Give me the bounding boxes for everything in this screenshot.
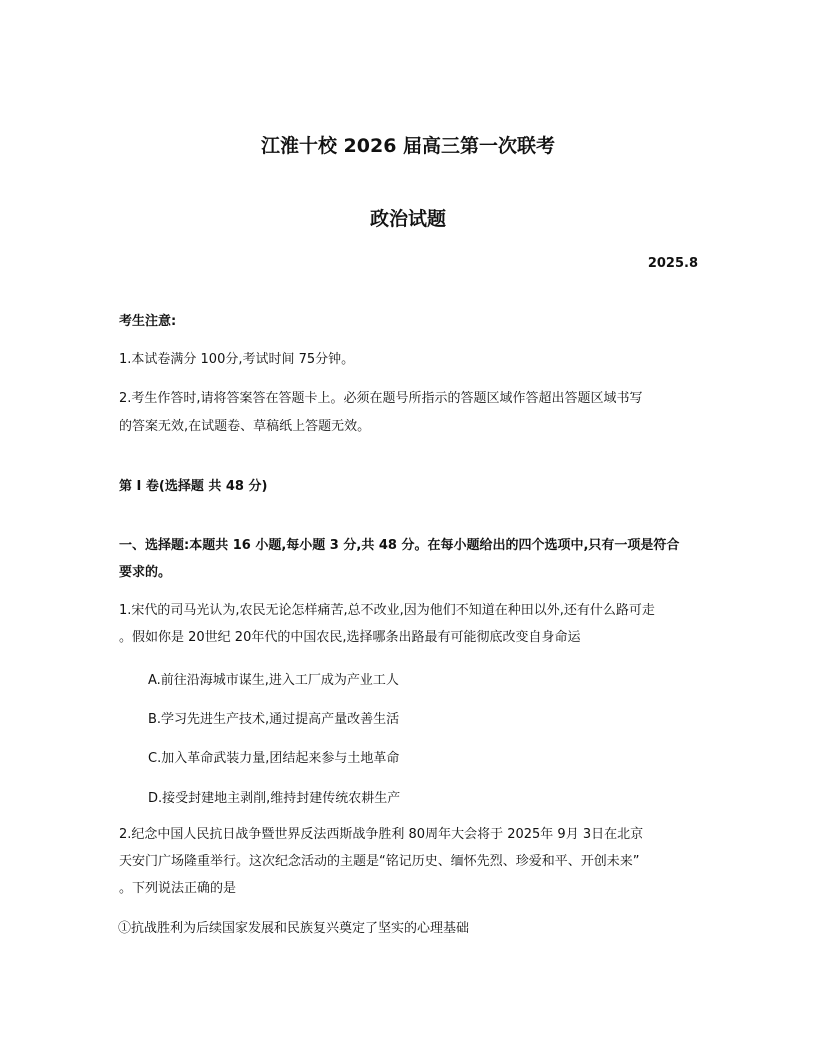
question-2-stem-line-2: 天安门广场隆重举行。这次纪念活动的主题是“铭记历史、缅怀先烈、珍爱和平、开创未来” (119, 854, 640, 869)
part-title: 第 I 卷(选择题 共 48 分) (119, 479, 268, 494)
question-1-option-b: B.学习先进生产技术,通过提高产量改善生活 (148, 712, 400, 727)
exam-date: 2025.8 (647, 256, 698, 271)
question-1-stem-line-2: 。假如你是 20世纪 20年代的中国农民,选择哪条出路最有可能彻底改变自身命运 (119, 630, 581, 645)
question-1-stem-line-1: 1.宋代的司马光认为,农民无论怎样痛苦,总不改业,因为他们不知道在种田以外,还有什么路可走 (119, 603, 655, 618)
notice-item-2-line-1: 2.考生作答时,请将答案答在答题卡上。必须在题号所指示的答题区域作答超出答题区域书写 (119, 391, 643, 406)
question-2-stem-line-3: 。下列说法正确的是 (119, 881, 237, 896)
question-1-option-a: A.前往沿海城市谋生,进入工厂成为产业工人 (148, 673, 399, 688)
section-instruction-line-2: 要求的。 (119, 565, 172, 580)
exam-title: 江淮十校 2026 届高三第一次联考 (260, 135, 556, 157)
question-2-statement-1: ①抗战胜利为后续国家发展和民族复兴奠定了坚实的心理基础 (118, 921, 470, 936)
notice-item-2-line-2: 的答案无效,在试题卷、草稿纸上答题无效。 (119, 419, 371, 434)
subject-title: 政治试题 (369, 208, 446, 230)
notice-heading: 考生注意: (119, 314, 177, 329)
question-1-option-d: D.接受封建地主剥削,维持封建传统农耕生产 (148, 791, 401, 806)
question-1-option-c: C.加入革命武装力量,团结起来参与土地革命 (148, 751, 400, 766)
notice-item-1: 1.本试卷满分 100分,考试时间 75分钟。 (119, 352, 355, 367)
question-2-stem-line-1: 2.纪念中国人民抗日战争暨世界反法西斯战争胜利 80周年大会将于 2025年 9月 3日在北京 (119, 827, 644, 842)
section-instruction-line-1: 一、选择题:本题共 16 小题,每小题 3 分,共 48 分。在每小题给出的四个选项中,只有一项是符合 (119, 538, 680, 553)
